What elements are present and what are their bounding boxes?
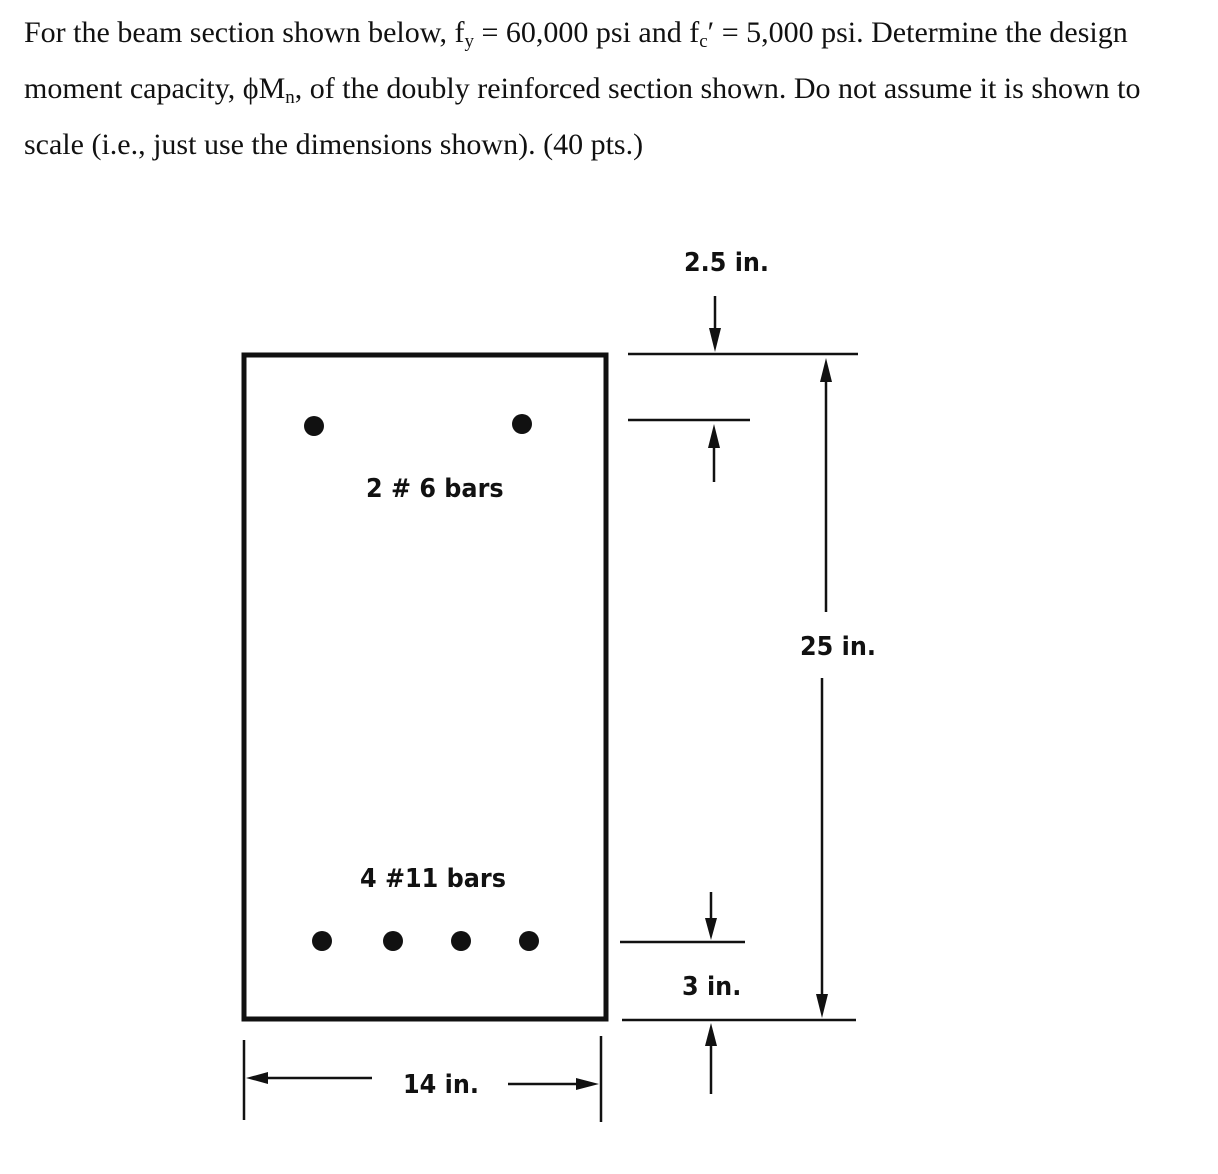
- problem-text-3: ′ = 5,000 psi. Determine the design moment capacity, ϕM: [24, 16, 1128, 105]
- bottom-cover-arrowhead: [705, 1023, 717, 1046]
- height-arrowhead: [820, 358, 832, 382]
- height-arrowhead: [816, 994, 828, 1018]
- problem-text-2: = 60,000 psi and f: [473, 16, 700, 49]
- problem-text-4: , of the doubly reinforced section shown. Do not assume it is shown to scale (i.e., just use the dimensions shown). (40 pts.): [24, 72, 1141, 161]
- width-label: 14 in.: [403, 1070, 479, 1100]
- top-cover-arrowhead: [709, 328, 721, 352]
- bottom-bars-label: 4 #11 bars: [360, 864, 506, 894]
- width-arrowhead: [246, 1072, 268, 1084]
- mn-subscript: n: [285, 87, 295, 108]
- fy-subscript: y: [464, 31, 474, 52]
- bottom-cover-arrowhead: [705, 918, 717, 940]
- height-label: 25 in.: [800, 632, 876, 662]
- bottom-bar: [519, 931, 539, 951]
- bottom-bar: [451, 931, 471, 951]
- top-cover-label: 2.5 in.: [684, 248, 770, 278]
- top-bar: [304, 416, 324, 436]
- bottom-bar: [383, 931, 403, 951]
- bottom-cover-label: 3 in.: [682, 972, 742, 1002]
- beam-outline: [244, 355, 606, 1019]
- fc-subscript: c: [699, 31, 708, 52]
- top-bar: [512, 414, 532, 434]
- top-bars-label: 2 # 6 bars: [366, 474, 504, 504]
- problem-text-1: For the beam section shown below, f: [24, 16, 465, 49]
- bottom-bar: [312, 931, 332, 951]
- top-cover-arrowhead: [708, 424, 720, 448]
- width-arrowhead: [576, 1078, 599, 1090]
